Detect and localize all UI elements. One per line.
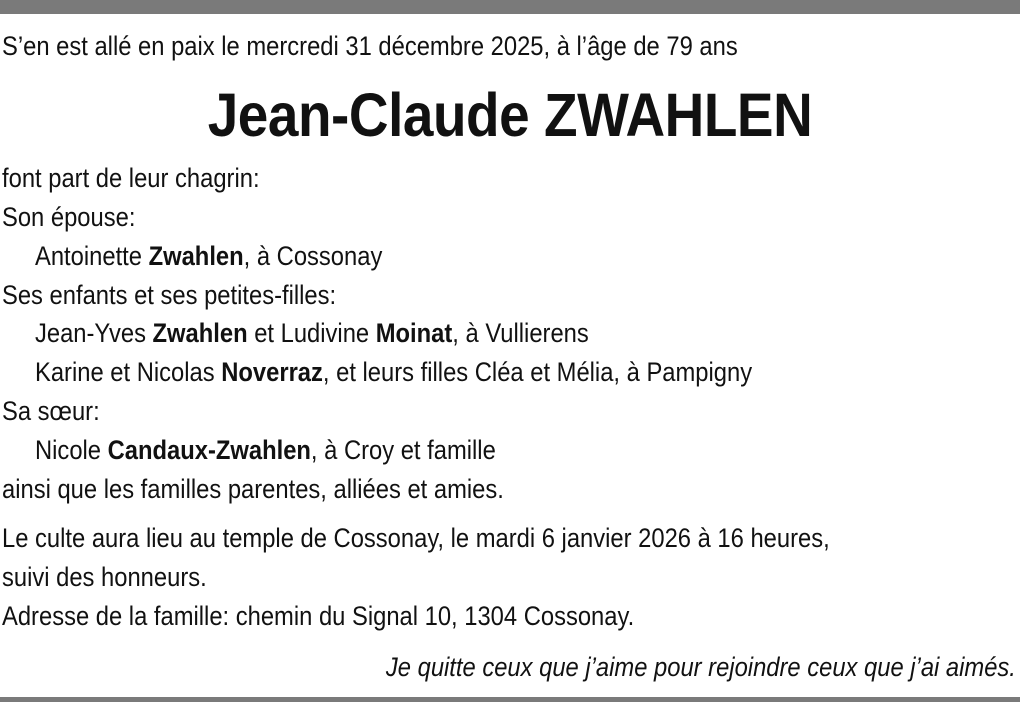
sister-rest: , à Croy et famille <box>310 435 496 465</box>
spouse-first: Antoinette <box>35 241 149 271</box>
relatives-line: ainsi que les familles parentes, alliées et amies. <box>2 474 504 504</box>
children-heading: Ses enfants et ses petites-filles: <box>2 280 337 310</box>
child1-line <box>35 317 589 349</box>
bottom-rule <box>0 697 1020 702</box>
sister-first: Nicole <box>35 435 108 465</box>
child2-first: Karine et Nicolas <box>35 357 222 387</box>
child1-last: Zwahlen <box>152 318 248 348</box>
child1-last2: Moinat <box>375 318 453 348</box>
spouse-rest: , à Cossonay <box>243 241 383 271</box>
closing-motto: Je quitte ceux que j’aime pour rejoindre ceux que j’ai aimés. <box>386 652 1016 682</box>
child2-rest: , et leurs filles Cléa et Mélia, à Pampigny <box>322 357 753 387</box>
sister-heading: Sa sœur: <box>2 396 100 426</box>
child2-line <box>35 356 752 388</box>
child1-first: Jean-Yves <box>35 318 153 348</box>
child1-rest: , à Vullierens <box>452 318 589 348</box>
family-address: Adresse de la famille: chemin du Signal 10, 1304 Cossonay. <box>2 601 635 631</box>
spouse-heading: Son épouse: <box>2 202 136 232</box>
spouse-last: Zwahlen <box>148 241 244 271</box>
child1-mid: et Ludivine <box>247 318 376 348</box>
spouse-line <box>35 240 382 272</box>
service-line-1: Le culte aura lieu au temple de Cossonay, le mardi 6 janvier 2026 à 16 heures, <box>2 523 830 553</box>
service-line-2: suivi des honneurs. <box>2 562 207 592</box>
deceased-name: Jean-Claude ZWAHLEN <box>207 81 813 149</box>
notice-intro: S’en est allé en paix le mercredi 31 décembre 2025, à l’âge de 79 ans <box>2 31 738 61</box>
sister-line <box>35 434 496 466</box>
announce-line: font part de leur chagrin: <box>2 163 260 193</box>
sister-last: Candaux-Zwahlen <box>107 435 311 465</box>
child2-last: Noverraz <box>221 357 323 387</box>
